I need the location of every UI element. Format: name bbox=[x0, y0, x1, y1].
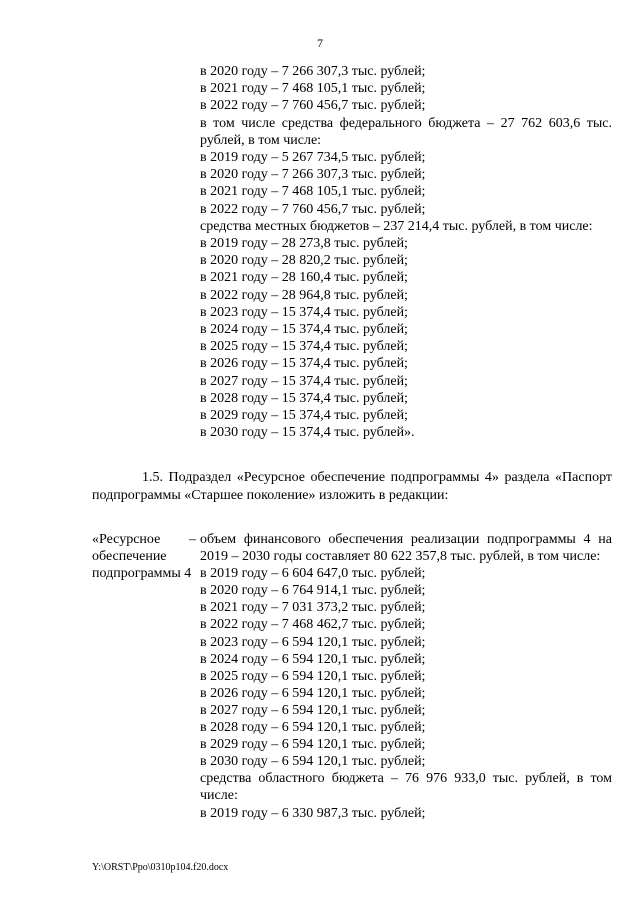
funding-line: в 2019 году – 6 604 647,0 тыс. рублей; bbox=[200, 566, 426, 582]
local-line: в 2029 году – 15 374,4 тыс. рублей; bbox=[200, 408, 408, 424]
local-line: в 2021 году – 28 160,4 тыс. рублей; bbox=[200, 270, 408, 286]
file-path-footer: Y:\ORST\Ppo\0310p104.f20.docx bbox=[92, 862, 229, 873]
page-number: 7 bbox=[317, 36, 323, 50]
resource-label bbox=[92, 531, 196, 582]
funding-line: в 2022 году – 7 468 462,7 тыс. рублей; bbox=[200, 617, 426, 633]
funding-line: в 2021 году – 7 468 105,1 тыс. рублей; bbox=[200, 81, 426, 97]
funding-intro: объем финансового обеспечения реализации подпрограммы 4 на 2019 – 2030 годы составляет 80 622 357,8 тыс. рублей, в том числе: bbox=[200, 532, 612, 565]
federal-budget-text: в том числе средства федерального бюджета – 27 762 603,6 тыс. рублей, в том числе: bbox=[200, 115, 612, 148]
funding-block bbox=[200, 531, 612, 822]
federal-line: в 2019 году – 5 267 734,5 тыс. рублей; bbox=[200, 150, 426, 166]
local-line: в 2025 году – 15 374,4 тыс. рублей; bbox=[200, 339, 408, 355]
local-line: в 2028 году – 15 374,4 тыс. рублей; bbox=[200, 390, 408, 406]
federal-line: в 2021 году – 7 468 105,1 тыс. рублей; bbox=[200, 184, 426, 200]
funding-line: в 2028 году – 6 594 120,1 тыс. рублей; bbox=[200, 720, 426, 736]
funding-line: в 2024 году – 6 594 120,1 тыс. рублей; bbox=[200, 651, 426, 667]
local-budget-text: средства местных бюджетов – 237 214,4 тыс. рублей, в том числе: bbox=[200, 218, 593, 234]
label-line: подпрограммы 4 bbox=[92, 566, 192, 581]
funding-line: в 2025 году – 6 594 120,1 тыс. рублей; bbox=[200, 668, 426, 684]
local-line: в 2019 году – 28 273,8 тыс. рублей; bbox=[200, 236, 408, 252]
regional-line: в 2019 году – 6 330 987,3 тыс. рублей; bbox=[200, 805, 426, 821]
funding-line: в 2020 году – 7 266 307,3 тыс. рублей; bbox=[200, 64, 426, 79]
regional-budget-text: средства областного бюджета – 76 976 933,0 тыс. рублей, в том числе: bbox=[200, 771, 612, 804]
local-line: в 2020 году – 28 820,2 тыс. рублей; bbox=[200, 253, 408, 269]
local-line: в 2024 году – 15 374,4 тыс. рублей; bbox=[200, 322, 408, 338]
funding-line: в 2021 году – 7 031 373,2 тыс. рублей; bbox=[200, 600, 426, 616]
federal-line: в 2022 году – 7 760 456,7 тыс. рублей; bbox=[200, 201, 426, 217]
funding-line: в 2029 году – 6 594 120,1 тыс. рублей; bbox=[200, 737, 426, 753]
local-line: в 2030 году – 15 374,4 тыс. рублей». bbox=[200, 425, 415, 441]
funding-line: в 2022 году – 7 760 456,7 тыс. рублей; bbox=[200, 98, 426, 114]
funding-line: в 2027 году – 6 594 120,1 тыс. рублей; bbox=[200, 702, 426, 718]
local-line: в 2022 году – 28 964,8 тыс. рублей; bbox=[200, 287, 408, 303]
funding-line: в 2030 году – 6 594 120,1 тыс. рублей; bbox=[200, 754, 426, 770]
local-line: в 2027 году – 15 374,4 тыс. рублей; bbox=[200, 373, 408, 389]
funding-line: в 2026 году – 6 594 120,1 тыс. рублей; bbox=[200, 685, 426, 701]
label-line: «Ресурсное bbox=[92, 532, 161, 547]
funding-line: в 2020 году – 6 764 914,1 тыс. рублей; bbox=[200, 583, 426, 599]
label-line: обеспечение bbox=[92, 549, 167, 564]
funding-block-continued bbox=[200, 63, 612, 441]
local-line: в 2023 году – 15 374,4 тыс. рублей; bbox=[200, 304, 408, 320]
section-paragraph: 1.5. Подраздел «Ресурсное обеспечение подпрограммы 4» раздела «Паспорт подпрограммы «Старшее поколение» изложить в редакции: bbox=[92, 470, 612, 503]
funding-line: в 2023 году – 6 594 120,1 тыс. рублей; bbox=[200, 634, 426, 650]
local-line: в 2026 году – 15 374,4 тыс. рублей; bbox=[200, 356, 408, 372]
federal-line: в 2020 году – 7 266 307,3 тыс. рублей; bbox=[200, 167, 426, 183]
label-dash: – bbox=[189, 532, 196, 547]
